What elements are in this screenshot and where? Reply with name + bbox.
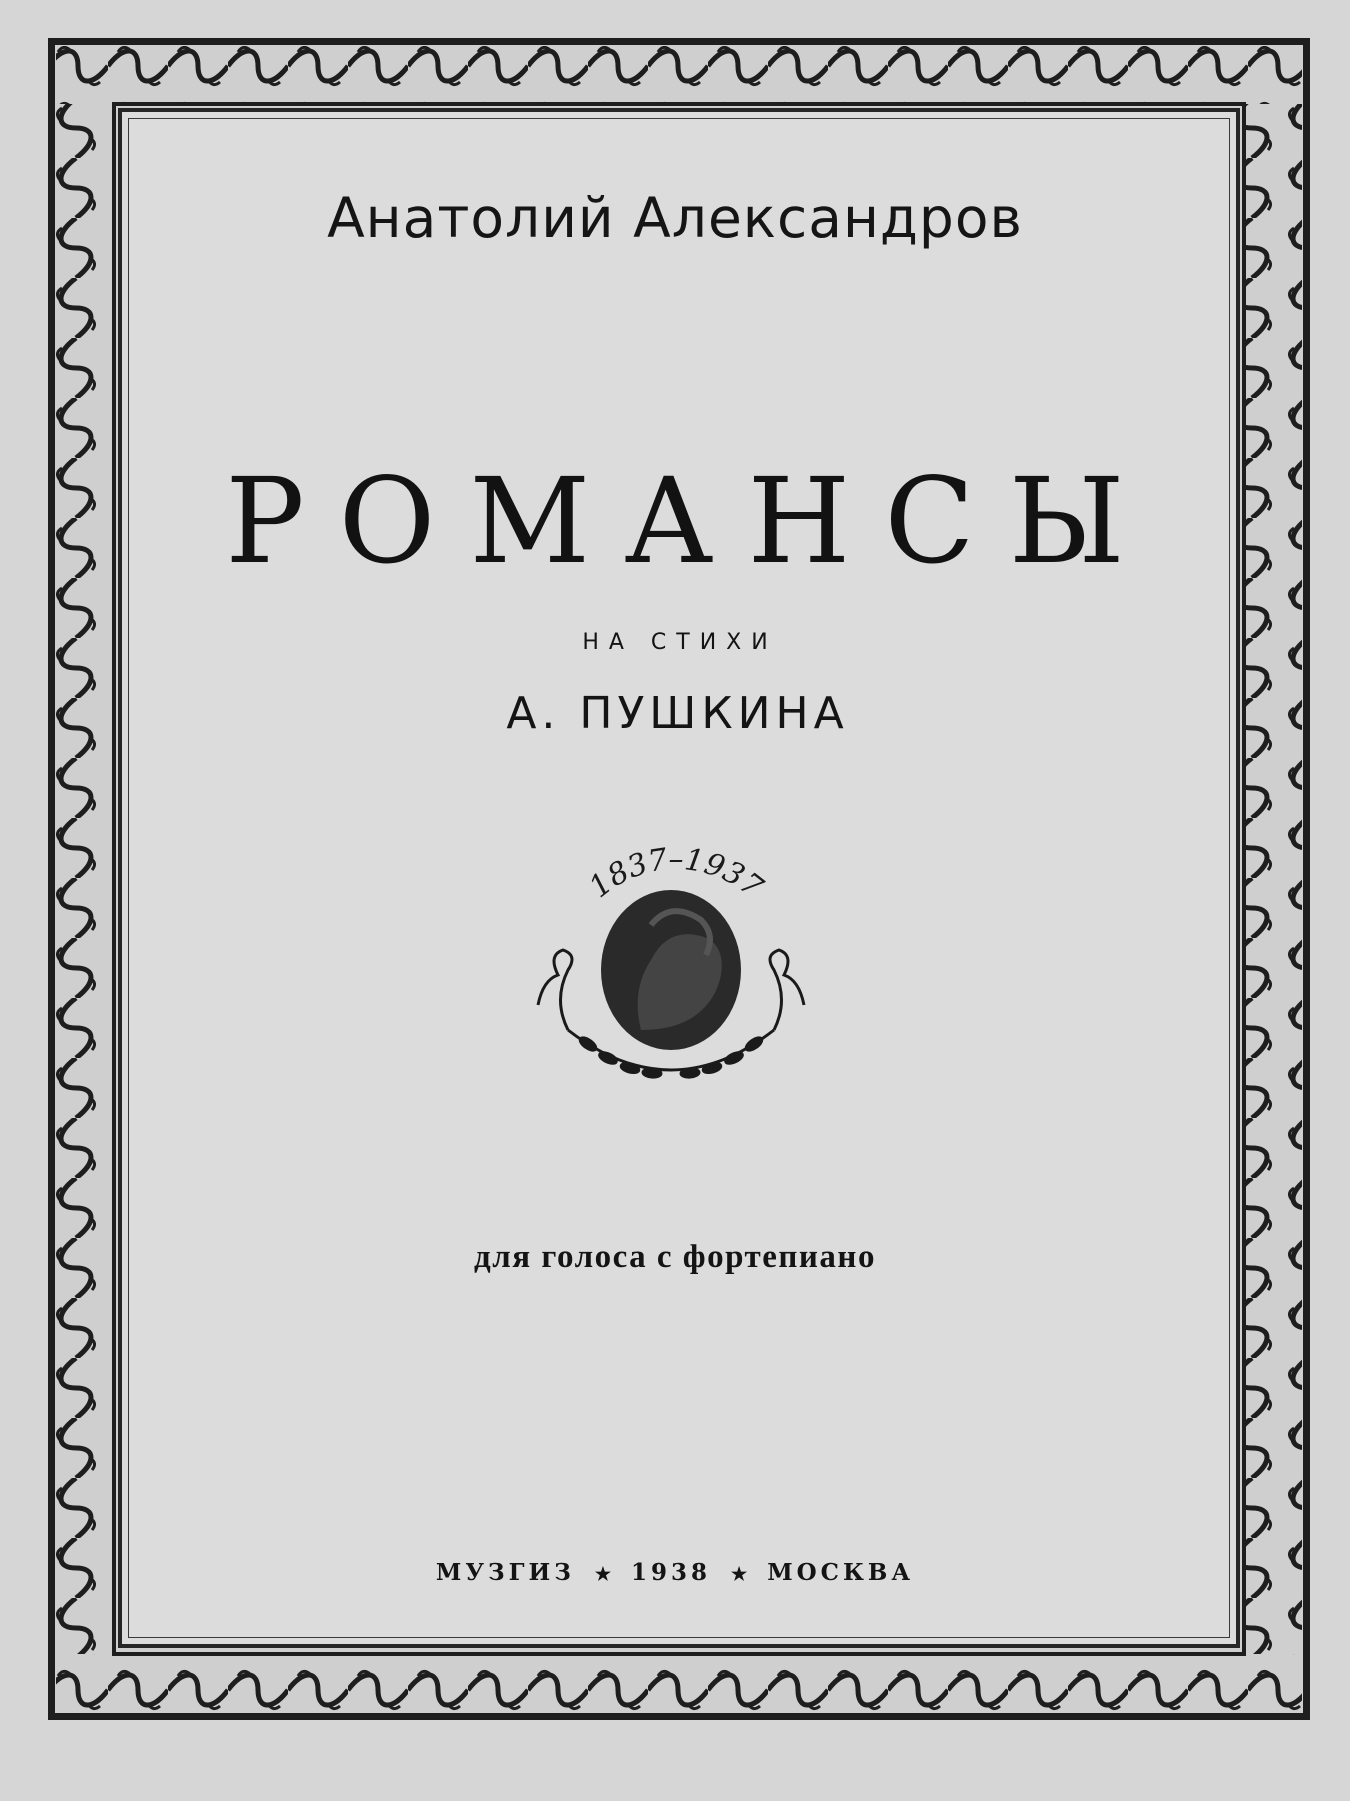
subtitle-on-verses: НА СТИХИ [582,630,778,655]
star-icon: ★ [731,1564,748,1585]
publication-year: 1938 [631,1559,712,1586]
pushkin-medallion [506,830,846,1100]
anniversary-years: 1837–1937 [582,842,770,906]
publication-city: МОСКВА [767,1559,915,1586]
author-name: Анатолий Александров [327,186,1023,250]
poet-name: А. ПУШКИНА [506,688,849,739]
imprint-line [0,1559,1350,1586]
star-icon: ★ [594,1564,611,1585]
instrumentation-line: для голоса с фортепиано [474,1239,876,1275]
cover-title: РОМАНСЫ [225,452,1159,590]
publisher-name: МУЗГИЗ [435,1559,575,1586]
